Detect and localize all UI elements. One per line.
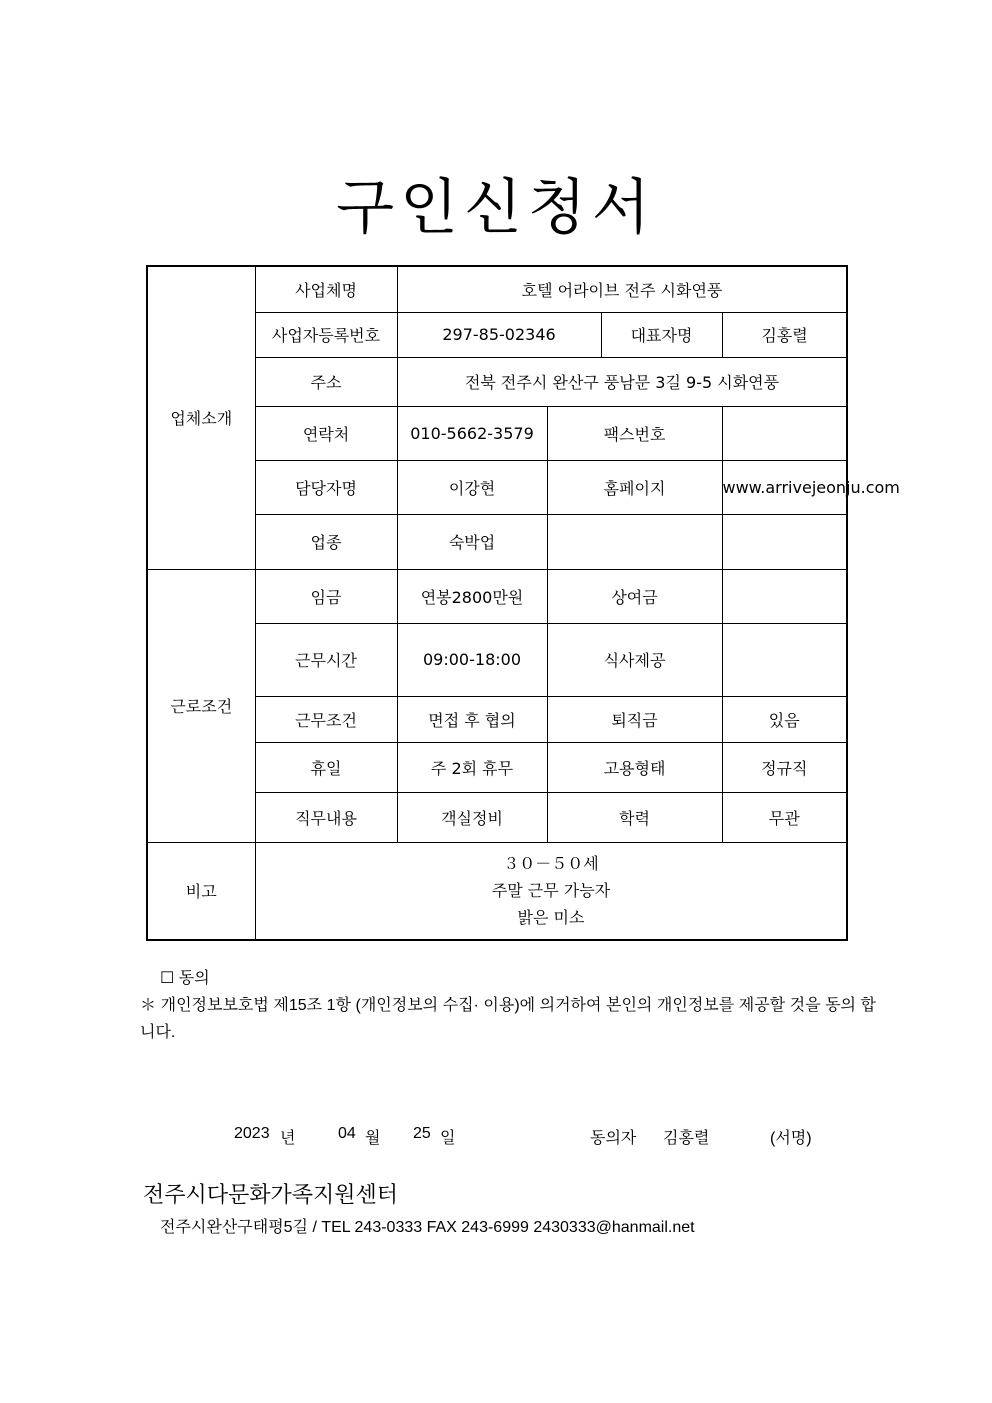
sign-day-unit: 일 — [440, 1130, 456, 1147]
employment-value: 정규직 — [722, 742, 847, 792]
manager-value: 이강현 — [397, 460, 547, 514]
sign-month-unit: 월 — [365, 1130, 381, 1147]
signer-label: 동의자 — [590, 1130, 637, 1147]
education-value: 무관 — [722, 792, 847, 842]
regno-label: 사업자등록번호 — [255, 312, 397, 357]
manager-label: 담당자명 — [255, 460, 397, 514]
remarks-line: 주말 근무 가능자 — [491, 881, 611, 901]
sign-mark: (서명) — [770, 1130, 812, 1147]
hours-label: 근무시간 — [255, 623, 397, 696]
sign-year-unit: 년 — [280, 1130, 296, 1147]
remarks-row — [147, 842, 847, 940]
severance-label: 퇴직금 — [547, 696, 722, 742]
remarks-line: 밝은 미소 — [517, 908, 585, 928]
sign-day: 25 — [413, 1125, 431, 1142]
company-name-row — [147, 266, 847, 312]
company-section-label: 업체소개 — [147, 266, 255, 569]
checkbox-icon[interactable]: ☐ — [160, 970, 175, 987]
signer-name: 김홍렬 — [663, 1130, 710, 1147]
address-value: 전북 전주시 완산구 풍남문 3길 9-5 시화연풍 — [397, 357, 847, 406]
consent-section — [140, 965, 876, 1046]
contact-value: 010-5662-3579 — [397, 406, 547, 460]
document-title: 구인신청서 — [336, 173, 656, 243]
holiday-label: 휴일 — [255, 742, 397, 792]
consent-checkbox[interactable] — [140, 965, 876, 992]
address-label: 주소 — [255, 357, 397, 406]
center-info: 전주시완산구태평5길 / TEL 243-0333 FAX 243-6999 2430333@hanmail.net — [160, 1219, 695, 1236]
remarks-value — [255, 842, 847, 940]
regno-value: 297-85-02346 — [397, 312, 601, 357]
sign-month: 04 — [338, 1125, 356, 1142]
industry-label: 업종 — [255, 514, 397, 569]
remarks-line: ３０－５０세 — [503, 854, 599, 874]
consent-clause: ＊ 개인정보보호법 제15조 1항 (개인정보의 수집· 이용)에 의거하여 본인의 개인정보를 제공할 것을 동의 합니다. — [140, 997, 876, 1041]
industry-empty-cell-2 — [722, 514, 847, 569]
hours-value: 09:00-18:00 — [397, 623, 547, 696]
homepage-label: 홈페이지 — [547, 460, 722, 514]
company-name-label: 사업체명 — [255, 266, 397, 312]
contact-label: 연락처 — [255, 406, 397, 460]
bonus-value — [722, 569, 847, 623]
duty-value: 객실정비 — [397, 792, 547, 842]
wage-label: 임금 — [255, 569, 397, 623]
conditions-section-label: 근로조건 — [147, 569, 255, 842]
severance-value: 있음 — [722, 696, 847, 742]
remarks-label: 비고 — [147, 842, 255, 940]
homepage-value: www.arrivejeonju.com — [722, 460, 847, 514]
fax-label: 팩스번호 — [547, 406, 722, 460]
industry-empty-cell — [547, 514, 722, 569]
bonus-label: 상여금 — [547, 569, 722, 623]
meal-value — [722, 623, 847, 696]
consent-checkbox-label: 동의 — [178, 970, 210, 987]
education-label: 학력 — [547, 792, 722, 842]
meal-label: 식사제공 — [547, 623, 722, 696]
job-request-form — [146, 265, 900, 941]
holiday-value: 주 2회 휴무 — [397, 742, 547, 792]
center-name: 전주시다문화가족지원센터 — [143, 1182, 399, 1207]
wage-row — [147, 569, 847, 623]
company-name-value: 호텔 어라이브 전주 시화연풍 — [397, 266, 847, 312]
duty-label: 직무내용 — [255, 792, 397, 842]
ceo-value: 김홍렬 — [722, 312, 847, 357]
fax-value — [722, 406, 847, 460]
employment-label: 고용형태 — [547, 742, 722, 792]
wage-value: 연봉2800만원 — [397, 569, 547, 623]
terms-value: 면접 후 협의 — [397, 696, 547, 742]
terms-label: 근무조건 — [255, 696, 397, 742]
sign-year: 2023 — [234, 1125, 270, 1142]
industry-value: 숙박업 — [397, 514, 547, 569]
ceo-label: 대표자명 — [601, 312, 722, 357]
